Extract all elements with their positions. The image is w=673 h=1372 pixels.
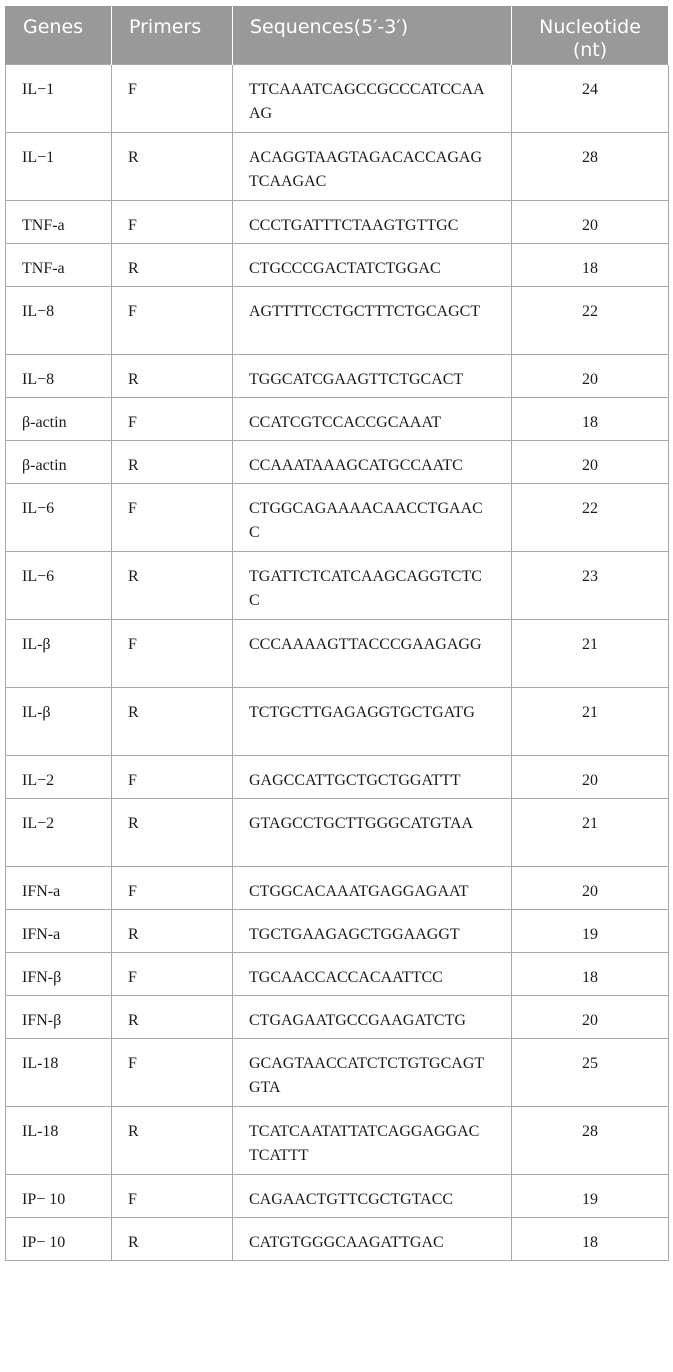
primer-cell: F <box>112 1038 233 1106</box>
gene-cell: IL−2 <box>6 755 112 798</box>
header-nucleotide <box>512 6 669 64</box>
header-nucleotide-line2: (nt) <box>572 39 608 61</box>
sequence-cell <box>233 798 512 866</box>
primer-cell: R <box>112 132 233 200</box>
table-row <box>6 798 669 866</box>
header-genes: Genes <box>6 6 112 64</box>
table-row <box>6 200 669 243</box>
gene-cell: IFN-β <box>6 995 112 1038</box>
sequence-text: AGTTTTCCTGCTTTCTGCAGCT <box>249 302 481 320</box>
sequence-cell <box>233 1217 512 1260</box>
sequence-cell <box>233 64 512 132</box>
sequence-text: TGGCATCGAAGTTCTGCACT <box>249 370 464 388</box>
sequence-text: TGCTGAAGAGCTGGAAGGT <box>249 925 460 943</box>
primer-cell: R <box>112 995 233 1038</box>
gene-cell: TNF-a <box>6 200 112 243</box>
primer-cell: R <box>112 551 233 619</box>
sequence-text: CATGTGGGCAAGATTGAC <box>249 1233 444 1251</box>
nucleotide-cell: 22 <box>512 483 669 551</box>
gene-cell: IL-β <box>6 687 112 755</box>
sequence-cell <box>233 397 512 440</box>
gene-cell: IP− 10 <box>6 1174 112 1217</box>
table-row <box>6 952 669 995</box>
sequence-text: GCAGTAACCATCTCTGTGCAGTGTA <box>249 1054 485 1096</box>
sequence-text: TGCAACCACCACAATTCC <box>249 968 443 986</box>
table-row <box>6 619 669 687</box>
primer-cell: R <box>112 798 233 866</box>
nucleotide-cell: 21 <box>512 798 669 866</box>
sequence-cell <box>233 354 512 397</box>
gene-cell: IL-β <box>6 619 112 687</box>
primer-cell: F <box>112 483 233 551</box>
gene-cell: IL-18 <box>6 1106 112 1174</box>
sequence-cell <box>233 909 512 952</box>
gene-cell: IL-18 <box>6 1038 112 1106</box>
table-row <box>6 909 669 952</box>
sequence-text: TCATCAATATTATCAGGAGGACTCATTT <box>249 1122 480 1164</box>
nucleotide-cell: 20 <box>512 200 669 243</box>
sequence-text: GTAGCCTGCTTGGGCATGTAA <box>249 814 474 832</box>
table-row <box>6 64 669 132</box>
table-row <box>6 354 669 397</box>
sequence-text: TTCAAATCAGCCGCCCATCCAAAG <box>249 80 485 122</box>
gene-cell: TNF-a <box>6 243 112 286</box>
nucleotide-cell: 20 <box>512 995 669 1038</box>
table-row <box>6 243 669 286</box>
table-row <box>6 483 669 551</box>
table-row <box>6 1174 669 1217</box>
sequence-cell <box>233 755 512 798</box>
sequence-text: CTGGCAGAAAACAACCTGAACC <box>249 499 483 541</box>
nucleotide-cell: 24 <box>512 64 669 132</box>
nucleotide-cell: 18 <box>512 397 669 440</box>
gene-cell: IL−1 <box>6 64 112 132</box>
primer-cell: R <box>112 909 233 952</box>
header-nucleotide-line1: Nucleotide <box>539 16 641 38</box>
nucleotide-cell: 21 <box>512 619 669 687</box>
table-row <box>6 286 669 354</box>
sequence-cell <box>233 687 512 755</box>
nucleotide-cell: 21 <box>512 687 669 755</box>
primer-cell: F <box>112 200 233 243</box>
gene-cell: β-actin <box>6 397 112 440</box>
sequence-text: CTGCCCGACTATCTGGAC <box>249 259 441 277</box>
header-sequences: Sequences(5′-3′) <box>233 6 512 64</box>
nucleotide-cell: 18 <box>512 1217 669 1260</box>
sequence-cell <box>233 132 512 200</box>
sequence-text: ACAGGTAAGTAGACACCAGAGTCAAGAC <box>249 148 482 190</box>
sequence-text: CCCAAAAGTTACCCGAAGAGG <box>249 635 482 653</box>
nucleotide-cell: 20 <box>512 866 669 909</box>
header-row <box>6 6 669 64</box>
sequence-cell <box>233 1174 512 1217</box>
sequence-cell <box>233 440 512 483</box>
primer-cell: R <box>112 1106 233 1174</box>
table-row <box>6 755 669 798</box>
gene-cell: IL−2 <box>6 798 112 866</box>
sequence-text: CAGAACTGTTCGCTGTACC <box>249 1190 454 1208</box>
primer-cell: R <box>112 354 233 397</box>
primer-cell: R <box>112 440 233 483</box>
nucleotide-cell: 20 <box>512 755 669 798</box>
sequence-cell <box>233 1038 512 1106</box>
sequence-cell <box>233 619 512 687</box>
nucleotide-cell: 25 <box>512 1038 669 1106</box>
table-row <box>6 397 669 440</box>
table-row <box>6 866 669 909</box>
sequence-text: TGATTCTCATCAAGCAGGTCTCC <box>249 567 482 609</box>
primer-cell: F <box>112 755 233 798</box>
sequence-cell <box>233 483 512 551</box>
gene-cell: IL−6 <box>6 551 112 619</box>
sequence-text: TCTGCTTGAGAGGTGCTGATG <box>249 703 475 721</box>
nucleotide-cell: 28 <box>512 1106 669 1174</box>
primer-cell: R <box>112 1217 233 1260</box>
nucleotide-cell: 23 <box>512 551 669 619</box>
primer-cell: F <box>112 619 233 687</box>
sequence-cell <box>233 995 512 1038</box>
gene-cell: IL−8 <box>6 286 112 354</box>
sequence-cell <box>233 952 512 995</box>
gene-cell: IL−6 <box>6 483 112 551</box>
gene-cell: β-actin <box>6 440 112 483</box>
primer-cell: R <box>112 687 233 755</box>
gene-cell: IL−1 <box>6 132 112 200</box>
table-row <box>6 1106 669 1174</box>
sequence-cell <box>233 1106 512 1174</box>
sequence-cell <box>233 200 512 243</box>
nucleotide-cell: 18 <box>512 243 669 286</box>
nucleotide-cell: 20 <box>512 440 669 483</box>
primer-cell: F <box>112 866 233 909</box>
sequence-cell <box>233 866 512 909</box>
sequence-cell <box>233 286 512 354</box>
nucleotide-cell: 19 <box>512 909 669 952</box>
table-row <box>6 551 669 619</box>
table-row <box>6 687 669 755</box>
primer-table <box>5 6 669 1261</box>
table-row <box>6 440 669 483</box>
gene-cell: IP− 10 <box>6 1217 112 1260</box>
gene-cell: IFN-a <box>6 909 112 952</box>
gene-cell: IFN-β <box>6 952 112 995</box>
sequence-cell <box>233 551 512 619</box>
sequence-text: CCATCGTCCACCGCAAAT <box>249 413 442 431</box>
sequence-text: GAGCCATTGCTGCTGGATTT <box>249 771 461 789</box>
nucleotide-cell: 28 <box>512 132 669 200</box>
primer-cell: F <box>112 1174 233 1217</box>
table-row <box>6 995 669 1038</box>
table-row <box>6 1217 669 1260</box>
primer-cell: F <box>112 286 233 354</box>
primer-cell: F <box>112 397 233 440</box>
sequence-cell <box>233 243 512 286</box>
nucleotide-cell: 22 <box>512 286 669 354</box>
table-row <box>6 132 669 200</box>
gene-cell: IL−8 <box>6 354 112 397</box>
nucleotide-cell: 20 <box>512 354 669 397</box>
sequence-text: CTGGCACAAATGAGGAGAAT <box>249 882 469 900</box>
primer-cell: F <box>112 952 233 995</box>
table-row <box>6 1038 669 1106</box>
nucleotide-cell: 18 <box>512 952 669 995</box>
sequence-text: CCCTGATTTCTAAGTGTTGC <box>249 216 459 234</box>
header-primers: Primers <box>112 6 233 64</box>
primer-cell: R <box>112 243 233 286</box>
primer-cell: F <box>112 64 233 132</box>
gene-cell: IFN-a <box>6 866 112 909</box>
nucleotide-cell: 19 <box>512 1174 669 1217</box>
sequence-text: CCAAATAAAGCATGCCAATC <box>249 456 463 474</box>
sequence-text: CTGAGAATGCCGAAGATCTG <box>249 1011 466 1029</box>
